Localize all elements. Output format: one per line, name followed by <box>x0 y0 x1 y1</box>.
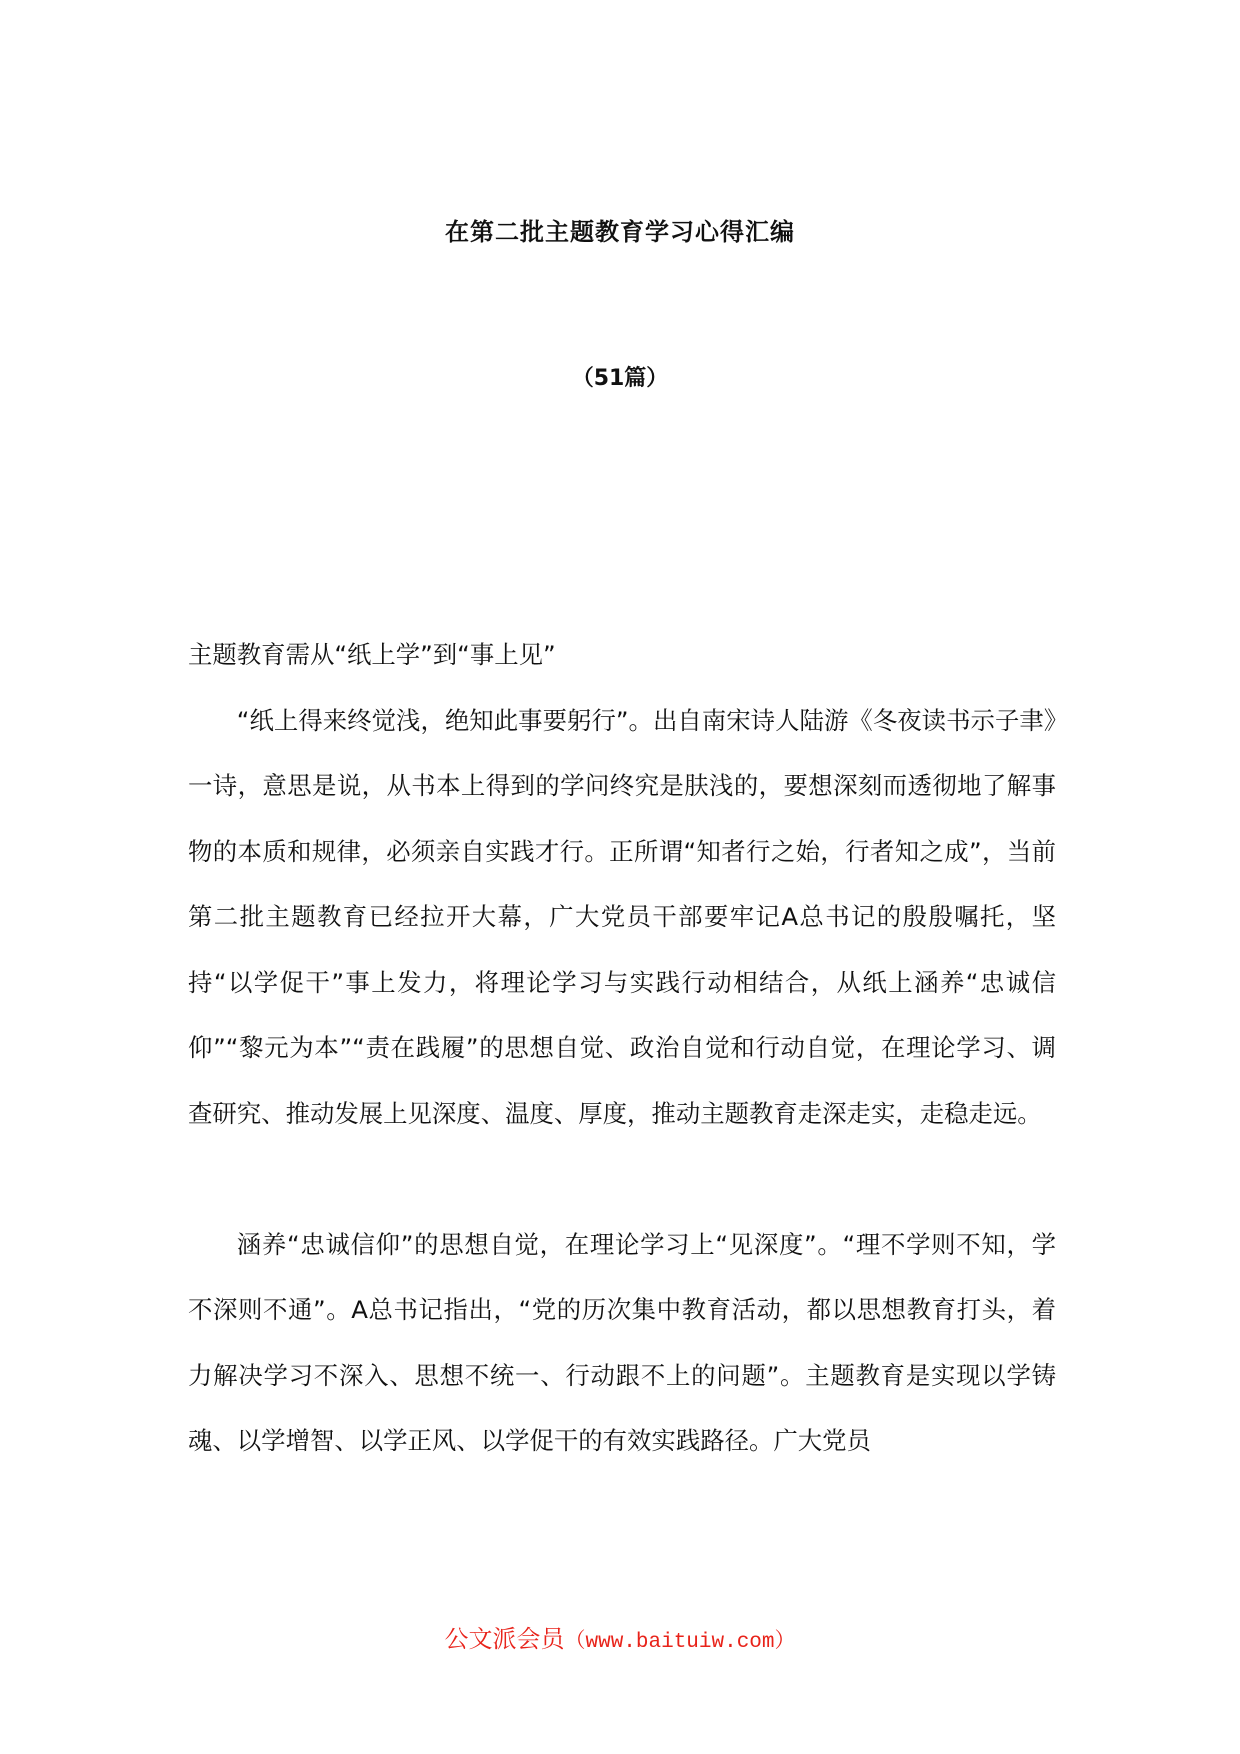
body-paragraph: “纸上得来终觉浅，绝知此事要躬行”。出自南宋诗人陆游《冬夜读书示子聿》一诗，意思是说，从书本上得到的学问终究是肤浅的，要想深刻而透彻地了解事物的本质和规律，必须亲自实践才行。正所谓“知者行之始，行者知之成”，当前第二批主题教育已经拉开大幕，广大党员干部要牢记A总书记的殷殷嘱托，坚持“以学促干”事上发力，将理论学习与实践行动相结合，从纸上涵养“忠诚信仰”“黎元为本”“责在践履”的思想自觉、政治自觉和行动自觉，在理论学习、调查研究、推动发展上见深度、温度、厚度，推动主题教育走深走实，走稳走远。 <box>188 705 1056 1128</box>
body-paragraph: 涵养“忠诚信仰”的思想自觉，在理论学习上“见深度”。“理不学则不知，学不深则不通”。A总书记指出，“党的历次集中教育活动，都以思想教育打头，着力解决学习不深入、思想不统一、行动跟不上的问题”。主题教育是实现以学铸魂、以学增智、以学正风、以学促干的有效实践路径。广大党员 <box>188 1229 1056 1455</box>
section-heading: 主题教育需从“纸上学”到“事上见” <box>188 640 556 669</box>
document-title: 在第二批主题教育学习心得汇编 <box>445 218 795 246</box>
footer-url: （www.baituiw.com） <box>564 1631 796 1654</box>
footer-watermark <box>0 1622 1240 1660</box>
document-body <box>188 622 1056 1474</box>
footer-brand: 公文派会员 <box>444 1625 565 1653</box>
document-subtitle: （51篇） <box>571 366 669 391</box>
